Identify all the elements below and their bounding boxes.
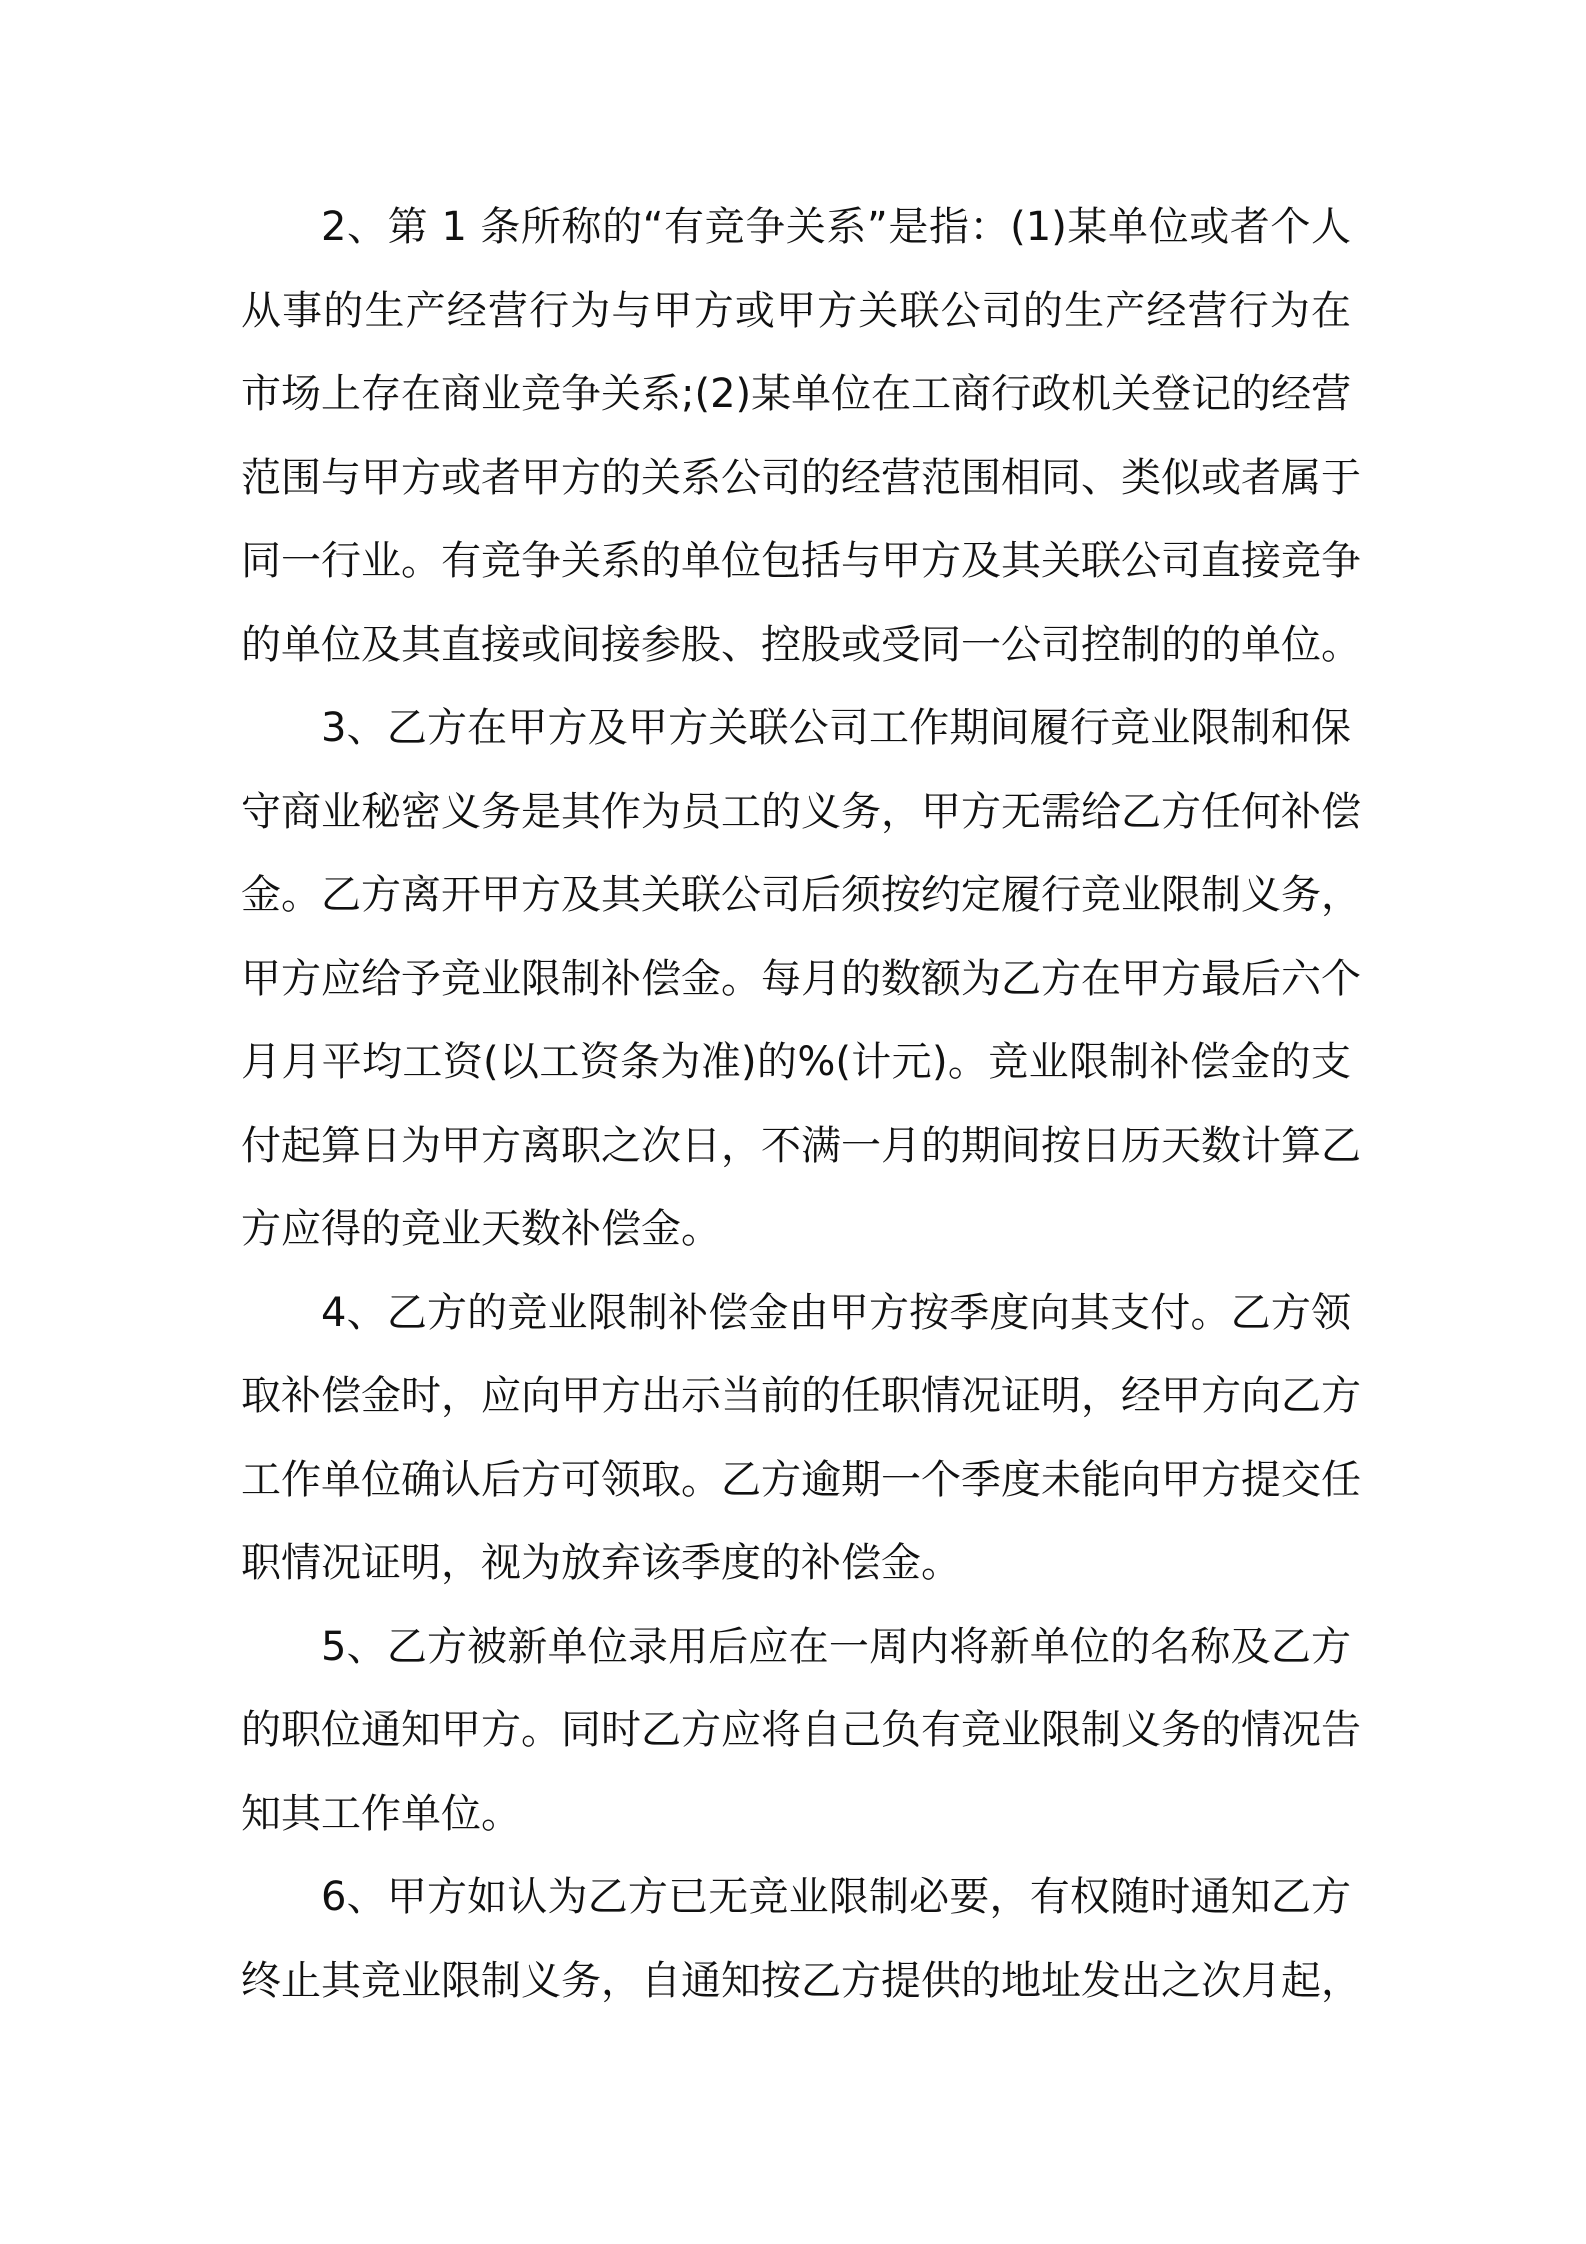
clause-6 [241,1856,1361,2023]
clause-2-line-4: 范围与甲方或者甲方的关系公司的经营范围相同、类似或者属于 [241,454,1361,501]
clause-3-line-3: 金。乙方离开甲方及其关联公司后须按约定履行竞业限制义务， [241,872,1361,918]
clause-5 [241,1606,1361,1857]
document-body [241,186,1361,2023]
clause-3-line-5: 月月平均工资(以工资条为准)的%(计元)。竞业限制补偿金的支 [241,1039,1351,1085]
clause-2-line-1: 2、第 1 条所称的“有竞争关系”是指：(1)某单位或者个人 [321,204,1351,250]
clause-5-line-2: 的职位通知甲方。同时乙方应将自己负有竞业限制义务的情况告 [241,1707,1361,1753]
clause-2 [241,186,1361,687]
clause-6-line-1: 6、甲方如认为乙方已无竞业限制必要，有权随时通知乙方 [321,1874,1351,1920]
clause-5-line-3: 知其工作单位。 [241,1790,521,1837]
clause-3-line-6: 付起算日为甲方离职之次日，不满一月的期间按日历天数计算乙 [241,1122,1361,1169]
clause-5-line-1: 5、乙方被新单位录用后应在一周内将新单位的名称及乙方 [321,1623,1351,1670]
clause-6-line-2: 终止其竞业限制义务，自通知按乙方提供的地址发出之次月起， [241,1957,1361,2004]
clause-2-line-5: 同一行业。有竞争关系的单位包括与甲方及其关联公司直接竞争 [241,538,1361,584]
clause-2-line-3: 市场上存在商业竞争关系;(2)某单位在工商行政机关登记的经营 [241,371,1352,417]
clause-2-line-6: 的单位及其直接或间接参股、控股或受同一公司控制的的单位。 [241,621,1361,668]
clause-4 [241,1272,1361,1606]
clause-3-line-2: 守商业秘密义务是其作为员工的义务，甲方无需给乙方任何补偿 [241,788,1361,835]
clause-2-line-2: 从事的生产经营行为与甲方或甲方关联公司的生产经营行为在 [241,287,1351,334]
clause-3-line-1: 3、乙方在甲方及甲方关联公司工作期间履行竞业限制和保 [321,705,1351,751]
clause-3-line-4: 甲方应给予竞业限制补偿金。每月的数额为乙方在甲方最后六个 [241,955,1361,1002]
clause-4-line-4: 职情况证明，视为放弃该季度的补偿金。 [241,1540,961,1586]
clause-4-line-1: 4、乙方的竞业限制补偿金由甲方按季度向其支付。乙方领 [321,1289,1351,1336]
clause-3 [241,687,1361,1272]
clause-4-line-3: 工作单位确认后方可领取。乙方逾期一个季度未能向甲方提交任 [241,1456,1361,1503]
clause-3-line-7: 方应得的竞业天数补偿金。 [241,1206,721,1252]
clause-4-line-2: 取补偿金时，应向甲方出示当前的任职情况证明，经甲方向乙方 [241,1373,1361,1419]
